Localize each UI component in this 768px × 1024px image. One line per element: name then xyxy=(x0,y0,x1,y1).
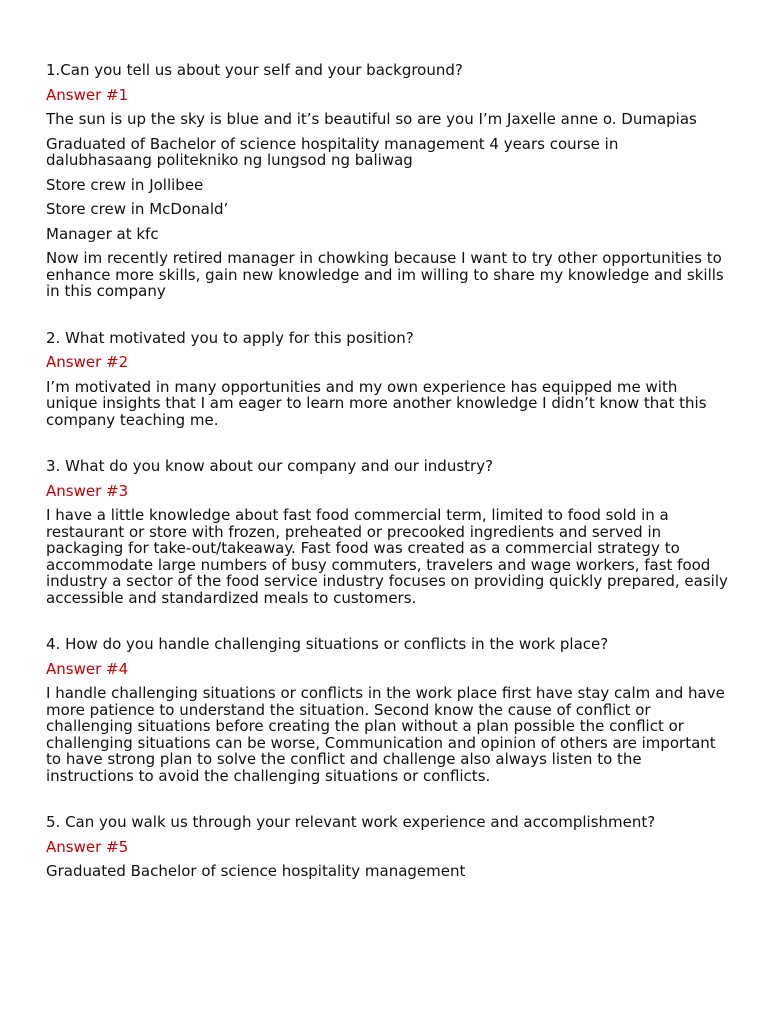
question-5: 5. Can you walk us through your relevant work experience and accomplishment? xyxy=(46,813,656,831)
qa-section-2 xyxy=(46,330,728,429)
qa-section-3 xyxy=(46,458,728,606)
question-1: 1.Can you tell us about your self and your background? xyxy=(46,61,463,79)
answer-1-paragraph: Store crew in McDonald’ xyxy=(46,200,229,218)
qa-section-4 xyxy=(46,636,728,784)
qa-section-1 xyxy=(46,62,728,300)
question-3: 3. What do you know about our company and our industry? xyxy=(46,457,494,475)
answer-label-2: Answer #2 xyxy=(46,353,129,371)
answer-1-paragraph: Store crew in Jollibee xyxy=(46,175,204,194)
answer-1-paragraph: The sun is up the sky is blue and it’s beautiful so are you I’m Jaxelle anne o. Dumapias xyxy=(46,110,697,128)
answer-label-1: Answer #1 xyxy=(46,85,129,104)
answer-label-3: Answer #3 xyxy=(46,481,129,500)
answer-1-paragraph: Manager at kfc xyxy=(46,224,159,243)
question-4: 4. How do you handle challenging situations or conflicts in the work place? xyxy=(46,635,609,653)
answer-4-paragraph: I handle challenging situations or conflicts in the work place first have stay calm and have more patience to understand the situation. Second know the cause of conflict or challenging situations before creating the plan without a plan possible the conflict or challenging situations can be worse, Communication and opinion of others are important to have strong plan to solve the conflict and challenge also always listen to the instructions to avoid the challenging situations or conflicts. xyxy=(46,684,725,785)
answer-1-paragraph: Now im recently retired manager in chowking because I want to try other opportunities to enhance more skills, gain new knowledge and im willing to share my knowledge and skills in this company xyxy=(46,249,724,300)
answer-1-paragraph: Graduated of Bachelor of science hospitality management 4 years course in dalubhasaang politekniko ng lungsod ng baliwag xyxy=(46,134,619,169)
question-2: 2. What motivated you to apply for this position? xyxy=(46,328,414,347)
qa-section-5 xyxy=(46,814,728,880)
answer-5-paragraph: Graduated Bachelor of science hospitality management xyxy=(46,862,466,880)
answer-2-paragraph: I’m motivated in many opportunities and my own experience has equipped me with unique insights that I am eager to learn more another knowledge I didn’t know that this company teaching me. xyxy=(46,377,707,429)
answer-label-4: Answer #4 xyxy=(46,659,129,678)
answer-3-paragraph: I have a little knowledge about fast food commercial term, limited to food sold in a restaurant or store with frozen, preheated or precooked ingredients and served in packaging for take-out/takeaway. Fast food was created as a commercial strategy to accommodate large numbers of busy commuters, travelers and wage workers, fast food industry a sector of the food service industry focuses on providing quickly prepared, easily accessible and standardized meals to customers. xyxy=(46,506,728,607)
answer-label-5: Answer #5 xyxy=(46,837,129,856)
